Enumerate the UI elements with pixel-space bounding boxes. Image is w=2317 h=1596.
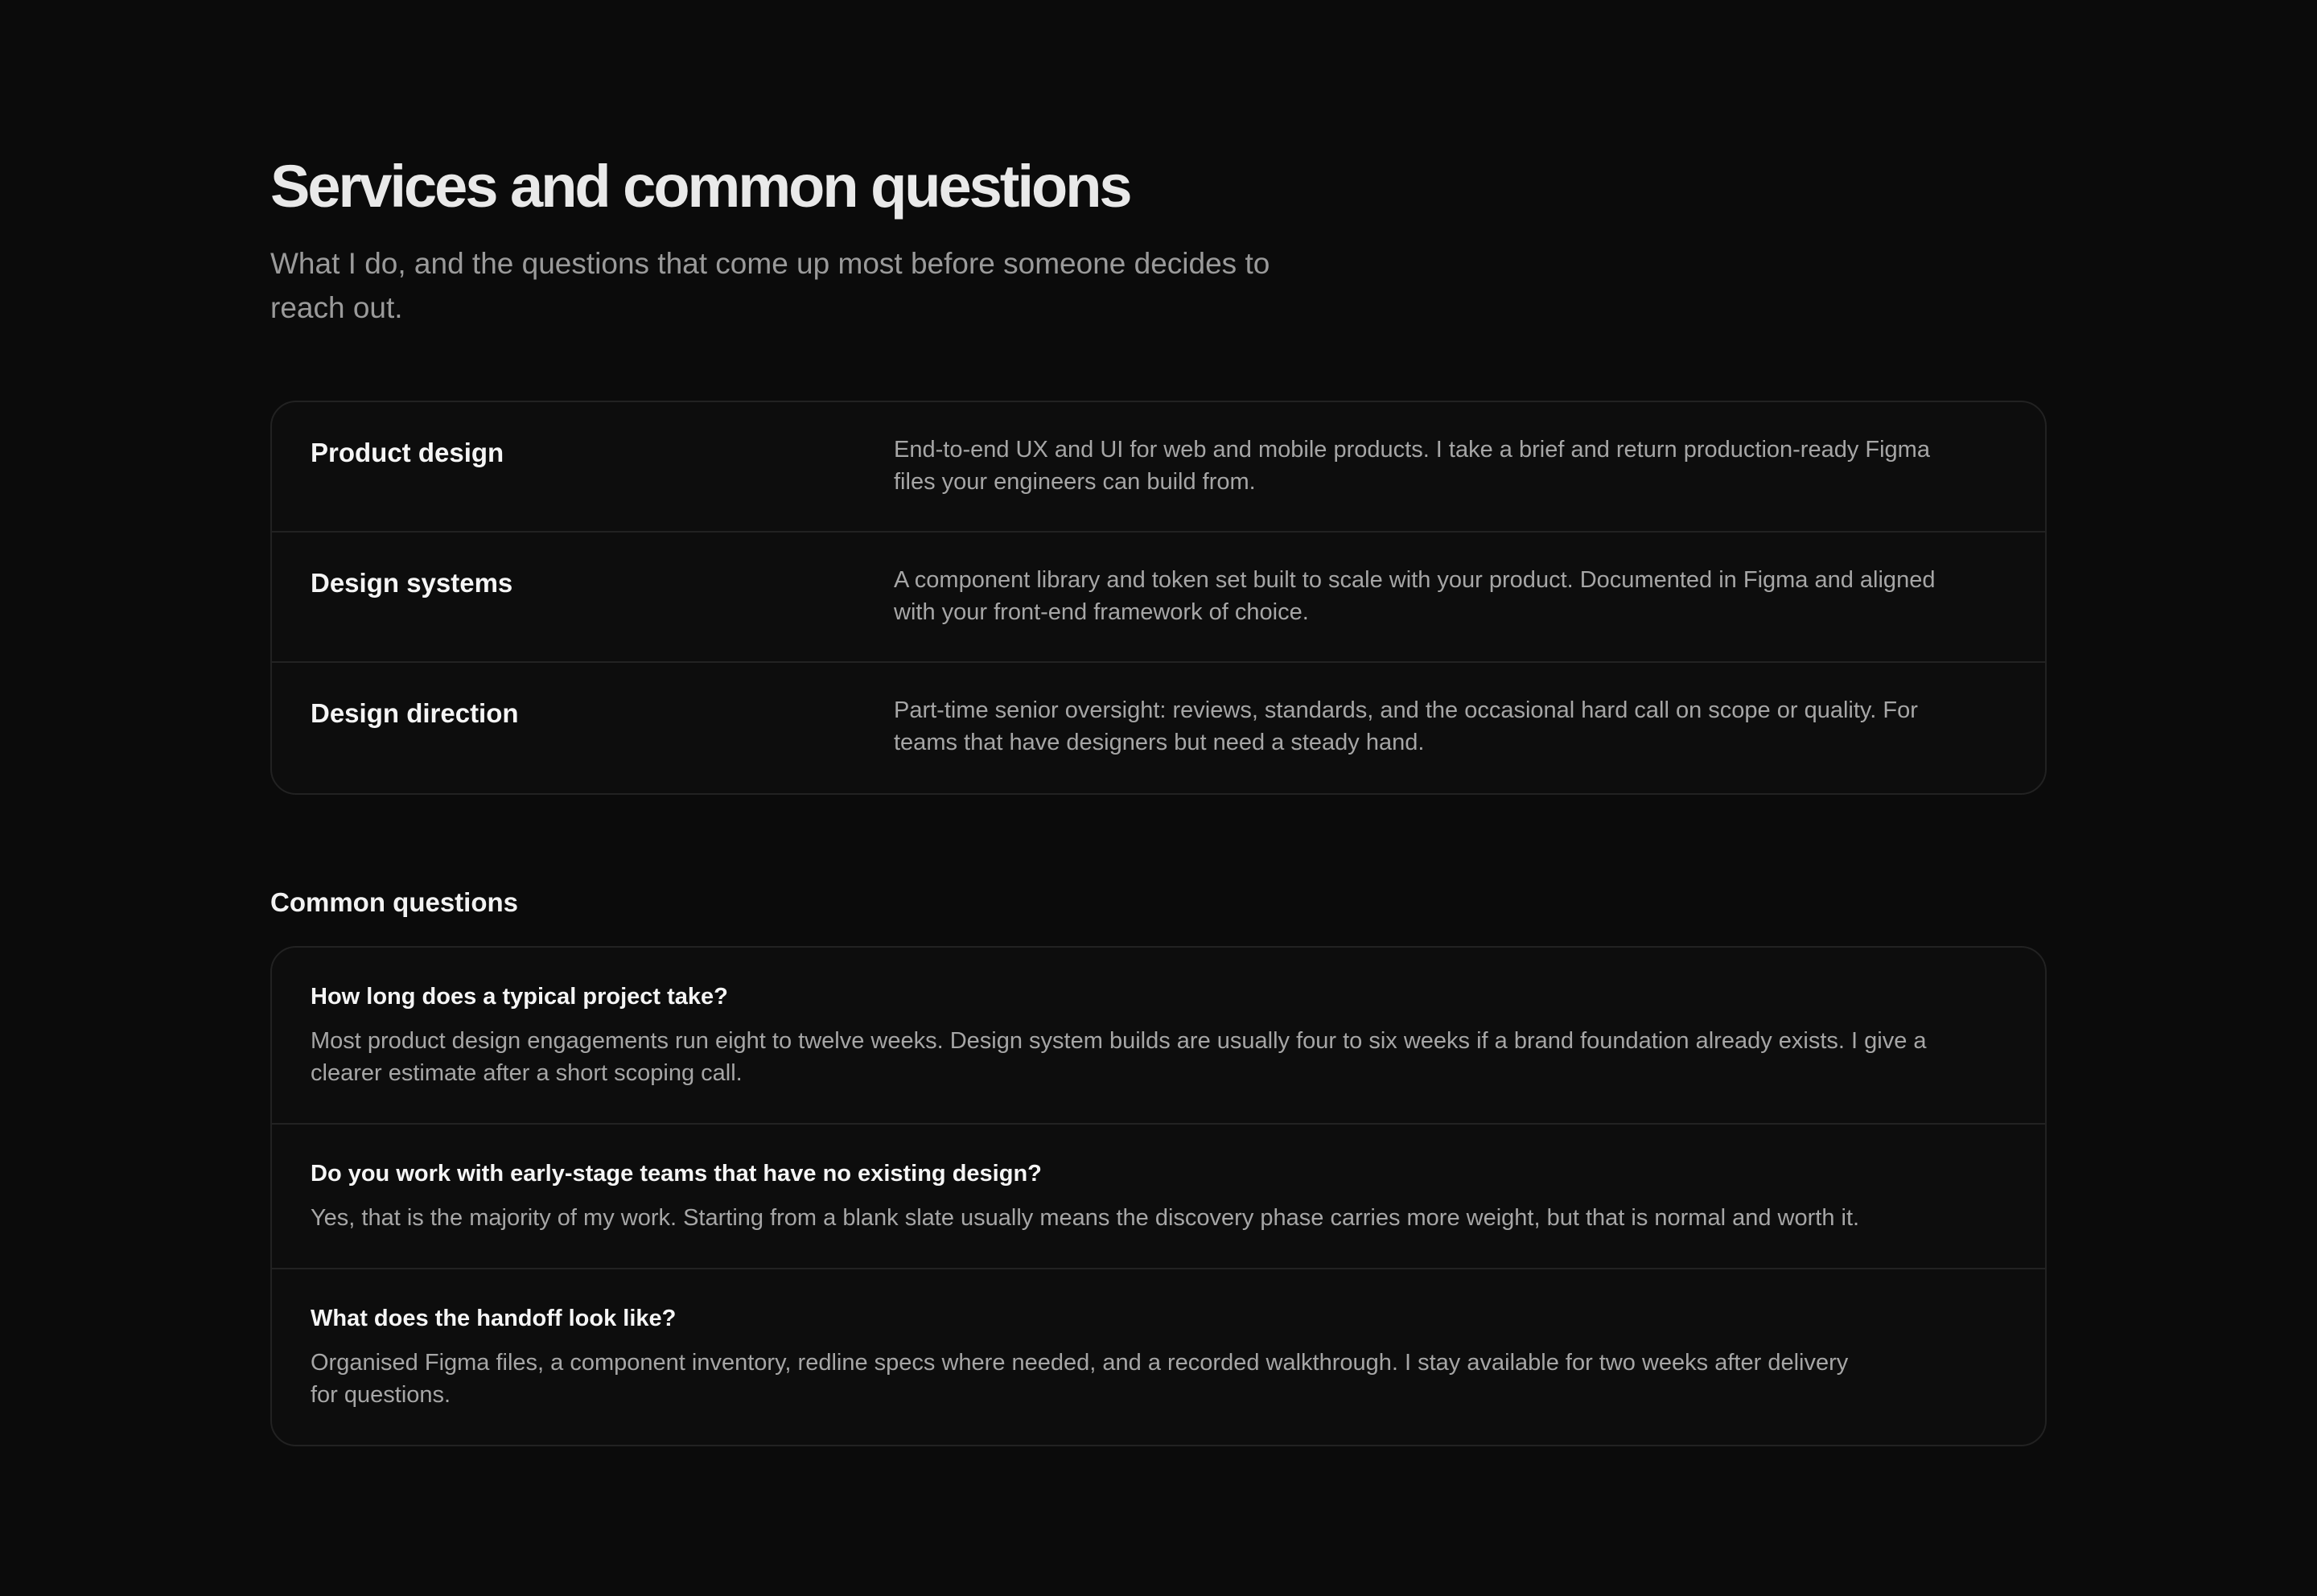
service-description: End-to-end UX and UI for web and mobile products. I take a brief and return production-ready Figma files your engineers can build from. [894,437,1930,495]
service-description: A component library and token set built to scale with your product. Documented in Figma and aligned with your front-end framework of choice. [894,567,1936,625]
faq-question: Do you work with early-stage teams that have no existing design? [311,1161,1042,1187]
services-section [270,150,2047,1446]
faq-answer: Organised Figma files, a component inventory, redline specs where needed, and a recorded walkthrough. I stay available for two weeks after delivery for questions. [311,1350,1849,1408]
service-name: Design direction [311,698,519,728]
service-name: Design systems [311,568,513,598]
page-subtitle: What I do, and the questions that come up most before someone decides to reach out. [270,247,1270,324]
service-description: Part-time senior oversight: reviews, standards, and the occasional hard call on scope or quality. For teams that have designers but need a steady hand. [894,697,1918,755]
faq-item-handoff [272,1269,2045,1445]
page-title: Services and common questions [270,153,1130,220]
faq-item-early-stage [272,1125,2045,1269]
faq-item-project-length [272,948,2045,1125]
faq-answer: Yes, that is the majority of my work. Starting from a blank slate usually means the discovery phase carries more weight, but that is normal and worth it. [311,1205,1860,1231]
service-row-design-direction [272,663,2045,793]
faq-answer: Most product design engagements run eight to twelve weeks. Design system builds are usually four to six weeks if a brand foundation already exists. I give a clearer estimate after a short scoping call. [311,1028,1927,1086]
service-name: Product design [311,438,504,467]
services-list [270,401,2047,795]
service-row-design-systems [272,533,2045,663]
faq-heading: Common questions [270,887,519,917]
faq-question: How long does a typical project take? [311,984,728,1010]
service-row-product-design [272,402,2045,533]
faq-list [270,946,2047,1446]
faq-question: What does the handoff look like? [311,1306,677,1331]
